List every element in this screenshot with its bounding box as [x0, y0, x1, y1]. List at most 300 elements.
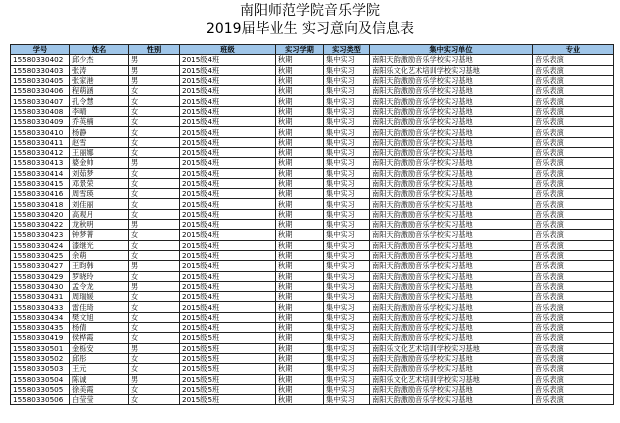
table-row — [11, 281, 614, 291]
cell-term: 秋期 — [276, 137, 324, 147]
cell-type: 集中实习 — [324, 168, 370, 178]
cell-name: 龙秋明 — [70, 220, 129, 230]
cell-gender: 女 — [129, 96, 180, 106]
column-header-class: 班级 — [180, 45, 276, 55]
table-row — [11, 312, 614, 322]
cell-major: 音乐表演 — [533, 168, 614, 178]
cell-name: 孔令慧 — [70, 96, 129, 106]
cell-major: 音乐表演 — [533, 86, 614, 96]
cell-unit: 南阳天韵激励音乐学校实习基地 — [370, 86, 533, 96]
cell-major: 音乐表演 — [533, 281, 614, 291]
table-row — [11, 199, 614, 209]
cell-gender: 女 — [129, 199, 180, 209]
column-header-unit: 集中实习单位 — [370, 45, 533, 55]
cell-gender: 女 — [129, 333, 180, 343]
document-title: 南阳师范学院音乐学院 — [240, 3, 380, 19]
cell-type: 集中实习 — [324, 240, 370, 250]
cell-class: 2015级5班 — [180, 333, 276, 343]
table-row — [11, 96, 614, 106]
cell-type: 集中实习 — [324, 281, 370, 291]
cell-student-id: 15580330504 — [11, 374, 70, 384]
cell-term: 秋期 — [276, 271, 324, 281]
cell-gender: 女 — [129, 230, 180, 240]
cell-name: 刘佳丽 — [70, 199, 129, 209]
cell-type: 集中实习 — [324, 374, 370, 384]
table-row — [11, 230, 614, 240]
cell-name: 杨静 — [70, 127, 129, 137]
cell-gender: 女 — [129, 209, 180, 219]
cell-type: 集中实习 — [324, 106, 370, 116]
cell-gender: 男 — [129, 374, 180, 384]
cell-name: 赵雪 — [70, 137, 129, 147]
cell-gender: 女 — [129, 353, 180, 363]
cell-major: 音乐表演 — [533, 364, 614, 374]
cell-term: 秋期 — [276, 106, 324, 116]
cell-gender: 女 — [129, 250, 180, 260]
cell-gender: 男 — [129, 281, 180, 291]
cell-student-id: 15580330410 — [11, 127, 70, 137]
cell-term: 秋期 — [276, 395, 324, 405]
cell-student-id: 15580330431 — [11, 292, 70, 302]
cell-gender: 女 — [129, 137, 180, 147]
cell-unit: 南阳天韵激励音乐学校实习基地 — [370, 261, 533, 271]
cell-major: 音乐表演 — [533, 199, 614, 209]
cell-type: 集中实习 — [324, 75, 370, 85]
cell-type: 集中实习 — [324, 199, 370, 209]
cell-major: 音乐表演 — [533, 271, 614, 281]
table-row — [11, 261, 614, 271]
cell-unit: 南阳天韵激励音乐学校实习基地 — [370, 364, 533, 374]
cell-type: 集中实习 — [324, 158, 370, 168]
table-row — [11, 353, 614, 363]
cell-gender: 男 — [129, 343, 180, 353]
cell-term: 秋期 — [276, 261, 324, 271]
cell-gender: 女 — [129, 364, 180, 374]
cell-student-id: 15580330420 — [11, 209, 70, 219]
cell-unit: 南阳天韵激励音乐学校实习基地 — [370, 384, 533, 394]
cell-major: 音乐表演 — [533, 178, 614, 188]
cell-class: 2015级4班 — [180, 230, 276, 240]
cell-gender: 女 — [129, 323, 180, 333]
table-row — [11, 55, 614, 65]
cell-term: 秋期 — [276, 96, 324, 106]
cell-class: 2015级5班 — [180, 395, 276, 405]
column-header-major: 专业 — [533, 45, 614, 55]
cell-term: 秋期 — [276, 55, 324, 65]
table-row — [11, 178, 614, 188]
cell-term: 秋期 — [276, 65, 324, 75]
table-row — [11, 75, 614, 85]
cell-student-id: 15580330502 — [11, 353, 70, 363]
cell-unit: 南阳天韵激励音乐学校实习基地 — [370, 250, 533, 260]
cell-unit: 南阳天韵激励音乐学校实习基地 — [370, 75, 533, 85]
cell-gender: 女 — [129, 302, 180, 312]
table-row — [11, 374, 614, 384]
cell-gender: 女 — [129, 312, 180, 322]
cell-student-id: 15580330403 — [11, 65, 70, 75]
cell-class: 2015级5班 — [180, 384, 276, 394]
cell-student-id: 15580330407 — [11, 96, 70, 106]
table-row — [11, 86, 614, 96]
cell-student-id: 15580330433 — [11, 302, 70, 312]
cell-unit: 南阳天韵激励音乐学校实习基地 — [370, 323, 533, 333]
cell-class: 2015级4班 — [180, 323, 276, 333]
cell-major: 音乐表演 — [533, 343, 614, 353]
cell-student-id: 15580330414 — [11, 168, 70, 178]
cell-student-id: 15580330422 — [11, 220, 70, 230]
cell-class: 2015级4班 — [180, 127, 276, 137]
cell-name: 程萌涵 — [70, 86, 129, 96]
cell-name: 樊文旭 — [70, 312, 129, 322]
cell-term: 秋期 — [276, 292, 324, 302]
cell-student-id: 15580330413 — [11, 158, 70, 168]
table-row — [11, 271, 614, 281]
cell-type: 集中实习 — [324, 127, 370, 137]
table-header-row — [11, 45, 614, 55]
cell-gender: 女 — [129, 127, 180, 137]
cell-term: 秋期 — [276, 220, 324, 230]
cell-name: 孟令龙 — [70, 281, 129, 291]
cell-gender: 男 — [129, 261, 180, 271]
cell-class: 2015级4班 — [180, 168, 276, 178]
cell-term: 秋期 — [276, 199, 324, 209]
cell-term: 秋期 — [276, 178, 324, 188]
cell-gender: 男 — [129, 55, 180, 65]
cell-major: 音乐表演 — [533, 292, 614, 302]
cell-student-id: 1558033040​2 — [11, 55, 70, 65]
cell-major: 音乐表演 — [533, 302, 614, 312]
table-row — [11, 364, 614, 374]
internship-table — [10, 44, 614, 405]
cell-name: 周瑞媛 — [70, 292, 129, 302]
cell-unit: 南阳乐文化艺术培训学校实习基地 — [370, 65, 533, 75]
cell-class: 2015级4班 — [180, 178, 276, 188]
cell-student-id: 15580330434 — [11, 312, 70, 322]
cell-major: 音乐表演 — [533, 323, 614, 333]
cell-term: 秋期 — [276, 86, 324, 96]
column-header-gender: 性别 — [129, 45, 180, 55]
table-row — [11, 209, 614, 219]
cell-type: 集中实习 — [324, 137, 370, 147]
cell-class: 2015级4班 — [180, 292, 276, 302]
cell-major: 音乐表演 — [533, 395, 614, 405]
cell-student-id: 15580330416 — [11, 189, 70, 199]
cell-class: 2015级4班 — [180, 55, 276, 65]
cell-class: 2015级4班 — [180, 106, 276, 116]
cell-major: 音乐表演 — [533, 230, 614, 240]
cell-major: 音乐表演 — [533, 127, 614, 137]
cell-unit: 南阳天韵激励音乐学校实习基地 — [370, 158, 533, 168]
cell-gender: 女 — [129, 86, 180, 96]
cell-student-id: 15580330408 — [11, 106, 70, 116]
cell-student-id: 15580330506 — [11, 395, 70, 405]
cell-type: 集中实习 — [324, 147, 370, 157]
cell-unit: 南阳天韵激励音乐学校实习基地 — [370, 96, 533, 106]
cell-term: 秋期 — [276, 323, 324, 333]
cell-student-id: 15580330405 — [11, 75, 70, 85]
cell-unit: 南阳乐文化艺术培训学校实习基地 — [370, 343, 533, 353]
cell-student-id: 15580330503 — [11, 364, 70, 374]
cell-type: 集中实习 — [324, 178, 370, 188]
table-row — [11, 158, 614, 168]
cell-class: 2015级4班 — [180, 117, 276, 127]
cell-term: 秋期 — [276, 374, 324, 384]
cell-gender: 女 — [129, 106, 180, 116]
column-header-name: 姓名 — [70, 45, 129, 55]
document-subtitle: 2019届毕业生 实习意向及信息表 — [205, 21, 415, 37]
cell-name: 余萌 — [70, 250, 129, 260]
cell-unit: 南阳天韵激励音乐学校实习基地 — [370, 117, 533, 127]
cell-class: 2015级4班 — [180, 209, 276, 219]
cell-name: 漆继光 — [70, 240, 129, 250]
cell-name: 周雪瑛 — [70, 189, 129, 199]
cell-gender: 男 — [129, 65, 180, 75]
table-row — [11, 292, 614, 302]
cell-name: 徐美霞 — [70, 384, 129, 394]
cell-type: 集中实习 — [324, 271, 370, 281]
column-header-student-id: 学号 — [11, 45, 70, 55]
cell-type: 集中实习 — [324, 230, 370, 240]
cell-unit: 南阳天韵激励音乐学校实习基地 — [370, 147, 533, 157]
cell-name: 李晴 — [70, 106, 129, 116]
cell-student-id: 15580330505 — [11, 384, 70, 394]
cell-class: 2015级5班 — [180, 353, 276, 363]
cell-class: 2015级5班 — [180, 364, 276, 374]
cell-gender: 女 — [129, 292, 180, 302]
cell-major: 音乐表演 — [533, 137, 614, 147]
cell-major: 音乐表演 — [533, 240, 614, 250]
table-row — [11, 106, 614, 116]
cell-type: 集中实习 — [324, 96, 370, 106]
cell-type: 集中实习 — [324, 343, 370, 353]
cell-gender: 女 — [129, 189, 180, 199]
cell-type: 集中实习 — [324, 261, 370, 271]
cell-type: 集中实习 — [324, 312, 370, 322]
cell-student-id: 15580330418 — [11, 199, 70, 209]
cell-type: 集中实习 — [324, 117, 370, 127]
cell-major: 音乐表演 — [533, 209, 614, 219]
cell-term: 秋期 — [276, 250, 324, 260]
table-row — [11, 302, 614, 312]
cell-term: 秋期 — [276, 302, 324, 312]
table-row — [11, 117, 614, 127]
table-row — [11, 137, 614, 147]
cell-class: 2015级4班 — [180, 281, 276, 291]
cell-term: 秋期 — [276, 189, 324, 199]
cell-type: 集中实习 — [324, 395, 370, 405]
cell-student-id: 15580330429 — [11, 271, 70, 281]
cell-term: 秋期 — [276, 240, 324, 250]
table-row — [11, 168, 614, 178]
cell-type: 集中实习 — [324, 209, 370, 219]
cell-major: 音乐表演 — [533, 96, 614, 106]
cell-student-id: 15580330501 — [11, 343, 70, 353]
cell-class: 2015级4班 — [180, 147, 276, 157]
cell-major: 音乐表演 — [533, 384, 614, 394]
cell-major: 音乐表演 — [533, 261, 614, 271]
cell-type: 集中实习 — [324, 86, 370, 96]
cell-gender: 女 — [129, 240, 180, 250]
cell-major: 音乐表演 — [533, 158, 614, 168]
cell-student-id: 15580330406 — [11, 86, 70, 96]
cell-class: 2015级4班 — [180, 65, 276, 75]
cell-name: 乔英楠 — [70, 117, 129, 127]
cell-major: 音乐表演 — [533, 333, 614, 343]
cell-unit: 南阳天韵激励音乐学校实习基地 — [370, 281, 533, 291]
cell-class: 2015级4班 — [180, 271, 276, 281]
cell-unit: 南阳天韵激励音乐学校实习基地 — [370, 106, 533, 116]
cell-unit: 南阳天韵激励音乐学校实习基地 — [370, 199, 533, 209]
cell-type: 集中实习 — [324, 333, 370, 343]
cell-unit: 南阳天韵激励音乐学校实习基地 — [370, 302, 533, 312]
cell-class: 2015级4班 — [180, 75, 276, 85]
cell-name: 陈诚 — [70, 374, 129, 384]
cell-unit: 南阳天韵激励音乐学校实习基地 — [370, 240, 533, 250]
table-row — [11, 220, 614, 230]
cell-term: 秋期 — [276, 343, 324, 353]
cell-name: 雷佳琦 — [70, 302, 129, 312]
cell-major: 音乐表演 — [533, 353, 614, 363]
cell-class: 2015级4班 — [180, 261, 276, 271]
cell-class: 2015级4班 — [180, 240, 276, 250]
table-row — [11, 384, 614, 394]
cell-term: 秋期 — [276, 230, 324, 240]
cell-student-id: 15580330409 — [11, 117, 70, 127]
cell-term: 秋期 — [276, 312, 324, 322]
cell-name: 婆金帅 — [70, 158, 129, 168]
cell-name: 高观月 — [70, 209, 129, 219]
cell-gender: 女 — [129, 271, 180, 281]
cell-type: 集中实习 — [324, 292, 370, 302]
cell-gender: 女 — [129, 168, 180, 178]
cell-type: 集中实习 — [324, 323, 370, 333]
cell-major: 音乐表演 — [533, 65, 614, 75]
cell-major: 音乐表演 — [533, 106, 614, 116]
cell-class: 2015级4班 — [180, 189, 276, 199]
cell-name: 邱彤 — [70, 353, 129, 363]
cell-class: 2015级4班 — [180, 137, 276, 147]
cell-class: 2015级4班 — [180, 199, 276, 209]
cell-term: 秋期 — [276, 209, 324, 219]
cell-type: 集中实习 — [324, 189, 370, 199]
table-row — [11, 333, 614, 343]
cell-name: 金栎安 — [70, 343, 129, 353]
cell-student-id: 15580330435 — [11, 323, 70, 333]
cell-major: 音乐表演 — [533, 312, 614, 322]
cell-major: 音乐表演 — [533, 220, 614, 230]
table-row — [11, 343, 614, 353]
cell-name: 杨倩 — [70, 323, 129, 333]
cell-unit: 南阳天韵激励音乐学校实习基地 — [370, 209, 533, 219]
cell-name: 邓景荣 — [70, 178, 129, 188]
cell-name: 王元 — [70, 364, 129, 374]
table-row — [11, 395, 614, 405]
cell-major: 音乐表演 — [533, 117, 614, 127]
column-header-type: 实习类型 — [324, 45, 370, 55]
cell-student-id: 15580330415 — [11, 178, 70, 188]
cell-student-id: 15580330412 — [11, 147, 70, 157]
cell-gender: 女 — [129, 395, 180, 405]
cell-gender: 女 — [129, 117, 180, 127]
cell-class: 2015级5班 — [180, 374, 276, 384]
cell-unit: 南阳天韵激励音乐学校实习基地 — [370, 168, 533, 178]
cell-type: 集中实习 — [324, 384, 370, 394]
cell-major: 音乐表演 — [533, 374, 614, 384]
cell-gender: 男 — [129, 158, 180, 168]
cell-class: 2015级4班 — [180, 312, 276, 322]
cell-type: 集中实习 — [324, 220, 370, 230]
table-row — [11, 250, 614, 260]
cell-term: 秋期 — [276, 75, 324, 85]
cell-student-id: 15580330411 — [11, 137, 70, 147]
cell-type: 集中实习 — [324, 55, 370, 65]
cell-unit: 南阳天韵激励音乐学校实习基地 — [370, 312, 533, 322]
cell-type: 集中实习 — [324, 65, 370, 75]
cell-term: 秋期 — [276, 168, 324, 178]
cell-student-id: 15580330419 — [11, 333, 70, 343]
cell-class: 2015级4班 — [180, 250, 276, 260]
cell-gender: 女 — [129, 147, 180, 157]
table-row — [11, 240, 614, 250]
cell-name: 邱少杰 — [70, 55, 129, 65]
cell-unit: 南阳天韵激励音乐学校实习基地 — [370, 271, 533, 281]
cell-gender: 男 — [129, 220, 180, 230]
cell-unit: 南阳天韵激励音乐学校实习基地 — [370, 220, 533, 230]
table-row — [11, 323, 614, 333]
cell-term: 秋期 — [276, 127, 324, 137]
cell-term: 秋期 — [276, 147, 324, 157]
table-row — [11, 189, 614, 199]
cell-name: 刘茹梦 — [70, 168, 129, 178]
cell-student-id: 15580330430 — [11, 281, 70, 291]
cell-gender: 女 — [129, 384, 180, 394]
cell-type: 集中实习 — [324, 302, 370, 312]
cell-term: 秋期 — [276, 353, 324, 363]
cell-name: 白莹莹 — [70, 395, 129, 405]
cell-unit: 南阳天韵激励音乐学校实习基地 — [370, 292, 533, 302]
cell-unit: 南阳天韵激励音乐学校实习基地 — [370, 230, 533, 240]
cell-major: 音乐表演 — [533, 250, 614, 260]
table-body — [11, 55, 614, 405]
column-header-term: 实习学期 — [276, 45, 324, 55]
cell-term: 秋期 — [276, 364, 324, 374]
cell-term: 秋期 — [276, 117, 324, 127]
cell-student-id: 15580330425 — [11, 250, 70, 260]
cell-unit: 南阳天韵激励音乐学校实习基地 — [370, 137, 533, 147]
cell-name: 张家港 — [70, 75, 129, 85]
cell-unit: 南阳天韵激励音乐学校实习基地 — [370, 127, 533, 137]
cell-type: 集中实习 — [324, 250, 370, 260]
table-row — [11, 127, 614, 137]
cell-class: 2015级5班 — [180, 343, 276, 353]
cell-class: 2015级4班 — [180, 158, 276, 168]
cell-student-id: 15580330427 — [11, 261, 70, 271]
cell-term: 秋期 — [276, 281, 324, 291]
table-row — [11, 65, 614, 75]
cell-gender: 男 — [129, 75, 180, 85]
cell-term: 秋期 — [276, 158, 324, 168]
cell-unit: 南阳天韵激励音乐学校实习基地 — [370, 178, 533, 188]
cell-student-id: 15580330424 — [11, 240, 70, 250]
cell-unit: 南阳乐文化艺术培训学校实习基地 — [370, 374, 533, 384]
cell-type: 集中实习 — [324, 364, 370, 374]
cell-major: 音乐表演 — [533, 55, 614, 65]
cell-unit: 南阳天韵激励音乐学校实习基地 — [370, 189, 533, 199]
cell-major: 音乐表演 — [533, 147, 614, 157]
cell-unit: 南阳天韵激励音乐学校实习基地 — [370, 333, 533, 343]
cell-unit: 南阳天韵激励音乐学校实习基地 — [370, 395, 533, 405]
cell-major: 音乐表演 — [533, 75, 614, 85]
